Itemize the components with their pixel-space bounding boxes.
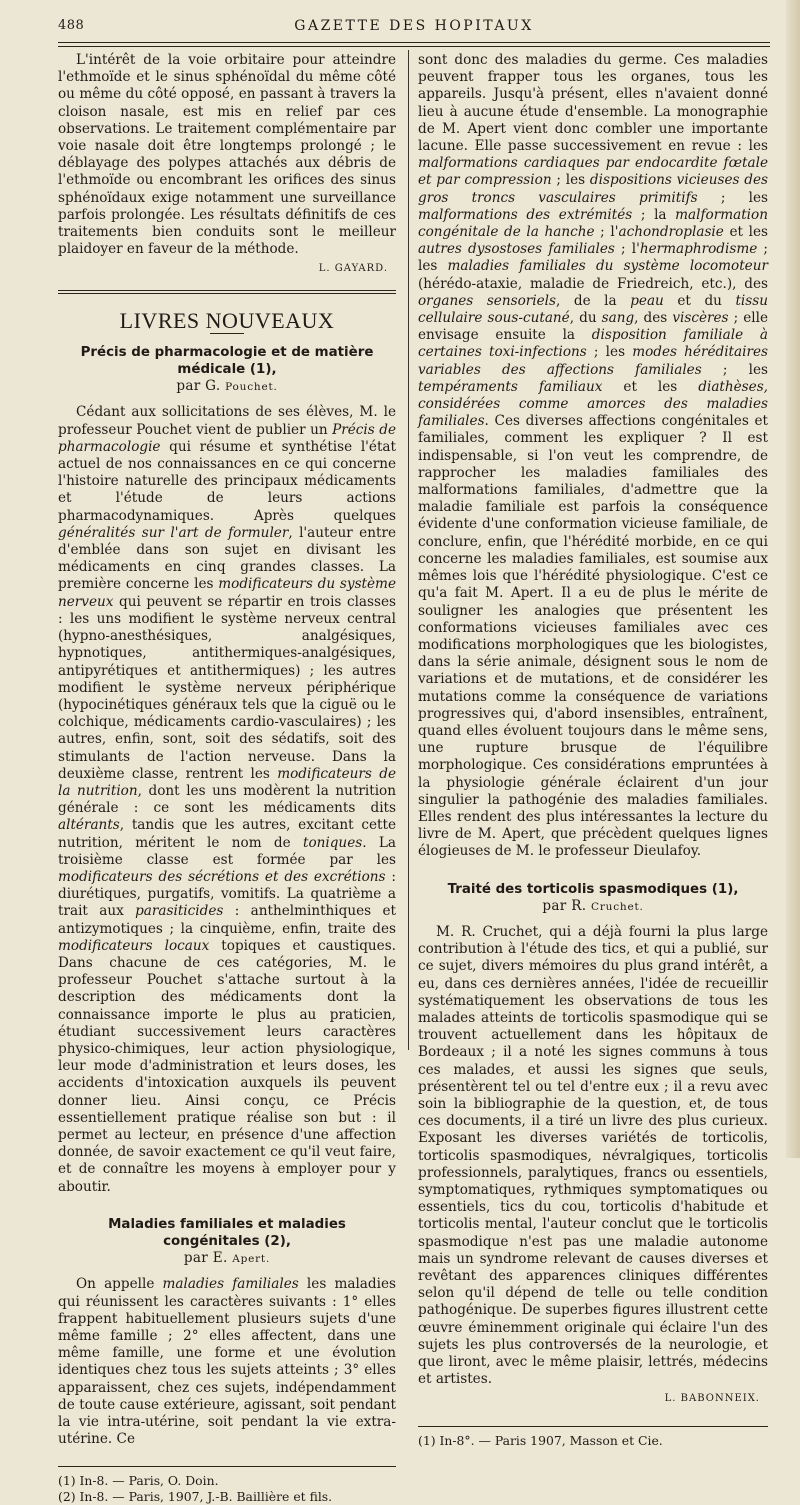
right-column (418, 52, 768, 1448)
section-heading: LIVRES NOUVEAUX (119, 307, 335, 333)
intro-paragraph: L'intérêt de la voie orbitaire pour atteindre l'ethmoïde et le sinus sphénoïdal du même côté ou même du côté opposé, en passant à travers la cloison nasale, est mis en relief par ces observations. Le traitement complémentaire par voie nasale doit être longtemps prolongé ; le déblayage des polypes attachés aux débris de l'ethmoïde ou encombrant les orifices des sinus sphénoïdaux exige notamment une surveillance parfois prolongée. Les résultats définitifs de ces traitements bien conduits sont le meilleur plaidoyer en faveur de la méthode. (58, 52, 396, 258)
page-edge (786, 0, 800, 1158)
footnote-2-left: (2) In-8. — Paris, 1907, J.-B. Baillière et fils. (58, 1489, 333, 1505)
footnote-rule-right (418, 1426, 768, 1427)
review-signature-babonneix: L. BABONNEIX. (664, 1393, 760, 1405)
intro-signature: L. GAYARD. (318, 263, 388, 275)
header-rule-secondary (58, 46, 770, 47)
footnote-rule-left (58, 1466, 396, 1467)
review-author-cruchet: par R. Cruchet. (542, 897, 644, 914)
review-author-pouchet: par G. Pouchet. (176, 378, 278, 395)
review-body-pharmacologie: Cédant aux sollicitations de ses élèves, M. le professeur Pouchet vient de publier un Précis de pharmacologie qui résume et synthétise l'état actuel de nos connaissances en ce qui concerne l'histoire naturelle des principaux médicaments et l'étude de leurs actions pharmacodynamiques. Après quelques généralités sur l'art de formuler, l'auteur entre d'emblée dans son sujet en divisant les médicaments en cinq grandes classes. La première concerne les modificateurs du système nerveux qui peuvent se répartir en trois classes : les uns modifient le système nerveux central (hypno-anesthésiques, analgésiques, hypnotiques, antithermiques-analgésiques, antipyrétiques et antithermiques) ; les autres modifient le système nerveux périphérique (hypocinétiques généraux tels que la ciguë ou le colchique, médicaments cardio-vasculaires) ; les autres, enfin, sont, soit des sédatifs, soit des stimulants de l'action nerveuse. Dans la deuxième classe, rentrent les modificateurs de la nutrition, dont les uns modèrent la nutrition générale : ce sont les médicaments dits altérants, tandis que les autres, excitant cette nutrition, méritent le nom de toniques. La troisième classe est formée par les modificateurs des sécrétions et des excrétions : diurétiques, purgatifs, vomitifs. La quatrième a trait aux parasiticides : anthelminthiques et antizymotiques ; la cinquième, enfin, traite des modificateurs locaux topiques et caustiques. Dans chacune de ces catégories, M. le professeur Pouchet s'attache surtout à la description des médicaments dont la connaissance importe le plus au praticien, étudiant successivement leurs caractères physico-chimiques, leur action physiologique, leur mode d'administration et leurs doses, les accidents d'intoxication auxquels ils peuvent donner lieu. Ainsi conçu, ce Précis essentiellement pratique réalise son but : il permet au lecteur, en présence d'une affection donnée, de savoir exactement ce qu'il veut faire, et de connaître les moyens à employer pour y aboutir. (58, 404, 397, 1195)
review-title-pharmacologie: Précis de pharmacologie et de matière médicale (1), (80, 344, 374, 378)
footnote-1-left: (1) In-8. — Paris, O. Doin. (58, 1473, 219, 1489)
left-column (58, 52, 396, 1505)
header-rule (58, 42, 770, 43)
review-title-maladies-familiales: Maladies familiales et maladies congénitales (2), (108, 1216, 346, 1249)
review-author-apert: par E. Apert. (183, 1250, 271, 1267)
review-title-torticolis: Traité des torticolis spasmodiques (1), (447, 881, 739, 897)
section-separator (58, 290, 396, 294)
heading-underline (210, 333, 244, 334)
review-body-torticolis: M. R. Cruchet, qui a déjà fourni la plus large contribution à l'étude des tics, et qui a publié, sur ce sujet, divers mémoires du plus grand intérêt, a eu, dans ces dernières années, l'idée de recueillir systématiquement les observations de tous les malades atteints de torticolis spasmodique qui se trouvent actuellement dans les hôpitaux de Bordeaux ; il a noté les signes communs à tous ces malades, et aussi les signes que seuls, présentèrent tel ou tel d'entre eux ; il a revu avec soin la bibliographie de la question, et, de tous ces documents, il a tiré un livre des plus curieux. Exposant les diverses variétés de torticolis, torticolis spasmodiques, névralgiques, torticolis professionnels, paralytiques, francs ou essentiels, symptomatiques, rythmiques symptomatiques ou essentiels, tics du cou, torticolis d'habitude et torticolis mental, l'auteur conclut que le torticolis spasmodique n'est pas une maladie autonome mais un syndrome relevant de causes diverses et revêtant des apparences cliniques différentes selon qu'il dépend de telle ou telle condition pathogénique. De superbes figures illustrent cette œuvre éminemment originale qui éclaire l'un des sujets les plus controversés de la neurologie, et que liront, avec le même plaisir, lettrés, médecins et artistes. (418, 923, 768, 1388)
review-body-maladies-familiales-continued: sont donc des maladies du germe. Ces maladies peuvent frapper tous les organes, tous les appareils. Jusqu'à présent, elles n'avaient donné lieu à aucune étude d'ensemble. La monographie de M. Apert vient donc combler une importante lacune. Elle passe successivement en revue : les malformations cardiaques par endocardite fœtale et par compression ; les dispositions vicieuses des gros troncs vasculaires primitifs ; les malformations des extrémités ; la malformation congénitale de la hanche ; l'achondroplasie et les autres dysostoses familiales ; l'hermaphrodisme ; les maladies familiales du système locomoteur (hérédo-ataxie, maladie de Friedreich, etc.), des organes sensoriels, de la peau et du tissu cellulaire sous-cutané, du sang, des viscères ; elle envisage ensuite la disposition familiale à certaines toxi-infections ; les modes héréditaires variables des affections familiales ; les tempéraments familiaux et les diathèses, considérées comme amorces des maladies familiales. Ces diverses affections congénitales et familiales, comment les expliquer ? Il est indispensable, si l'on veut les comprendre, de rapprocher les maladies familiales des malformations familiales, d'admettre que la maladie familiale est parfois la conséquence évidente d'une conformation vicieuse familiale, de conclure, enfin, que l'hérédité morbide, en ce qui concerne les maladies familiales, est soumise aux mêmes lois que l'hérédité physiologique. C'est ce qu'a fait M. Apert. Il a eu de plus le mérite de souligner les analogies que présentent les conformations vicieuses familiales avec ces modifications morphologiques que les biologistes, dans la série animale, désignent sous le nom de variations et de mutations, et de considérer les mutations comme la conséquence de variations progressives qui, d'abord insensibles, entraînent, quand elles évoluent toujours dans le même sens, une rupture brusque de l'équilibre morphologique. Ces considérations empruntées à la physiologie générale éclairent d'un jour singulier la pathogénie des maladies familiales. Elles rendent des plus intéressantes la lecture du livre de M. Apert, que précèdent quelques lignes élogieuses de M. le professeur Dieulafoy. (418, 52, 769, 860)
review-body-maladies-familiales: On appelle maladies familiales les maladies qui réunissent les caractères suivants : 1° elles frappent habituellement plusieurs sujets d'une même famille ; 2° elles affectent, dans une même famille, une forme et une évolution identiques chez tous les sujets atteints ; 3° elles apparaissent, chez ces sujets, indépendamment de toute cause extérieure, agissant, soit pendant la vie intra-utérine, soit pendant la vie extra-utérine. Ce (58, 1276, 396, 1448)
page-number: 488 (58, 18, 85, 33)
page-header (58, 16, 770, 40)
footnote-1-right: (1) In-8°. — Paris 1907, Masson et Cie. (418, 1432, 663, 1448)
column-divider (408, 50, 409, 1050)
running-title: GAZETTE DES HOPITAUX (294, 18, 534, 34)
